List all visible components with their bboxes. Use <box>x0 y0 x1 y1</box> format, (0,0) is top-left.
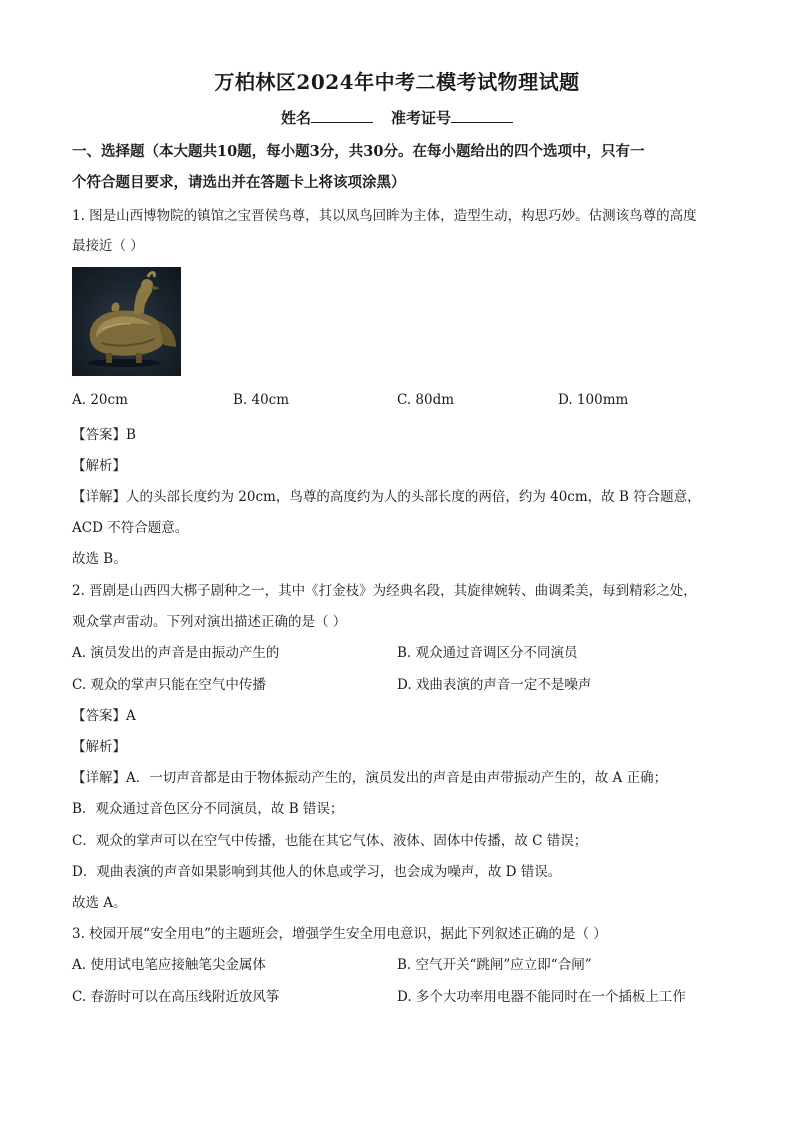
section-heading-line1: 一、选择题（本大题共10题，每小题3分，共30分。在每小题给出的四个选项中，只有一 <box>72 143 645 160</box>
q1-option-d: D. 100mm <box>558 392 629 408</box>
q2-analysis-label: 【解析】 <box>72 739 126 755</box>
q1-detail-line1: 【详解】人的头部长度约为 20cm，鸟尊的高度约为人的头部长度的两倍，约为 40cm，故 B 符合题意， <box>72 489 701 505</box>
q1-answer: 【答案】B <box>72 427 136 443</box>
q2-stem-line2: 观众掌声雷动。下列对演出描述正确的是（ ） <box>72 614 347 630</box>
q2-option-c: C. 观众的掌声只能在空气中传播 <box>72 677 266 693</box>
q1-conclusion: 故选 B。 <box>72 551 127 567</box>
q1-stem-line2: 最接近（ ） <box>72 238 144 254</box>
page-title: 万柏林区2024年中考二模考试物理试题 <box>214 70 580 94</box>
bronze-bird-vessel-photo <box>72 267 181 376</box>
q1-analysis-label: 【解析】 <box>72 458 126 474</box>
q1-option-b: B. 40cm <box>233 392 290 408</box>
q2-answer: 【答案】A <box>72 708 136 724</box>
q1-option-c: C. 80dm <box>397 392 455 408</box>
q1-detail-line2: ACD 不符合题意。 <box>72 520 189 536</box>
q2-detail-line2: B．观众通过音色区分不同演员，故 B 错误； <box>72 801 344 817</box>
q2-detail-line1: 【详解】A．一切声音都是由于物体振动产生的，演员发出的声音是由声带振动产生的，故 A 正确； <box>72 770 668 786</box>
q1-option-a: A. 20cm <box>72 392 128 408</box>
q2-stem-line1: 2. 晋剧是山西四大梆子剧种之一，其中《打金枝》为经典名段，其旋律婉转、曲调柔美，每到精彩之处， <box>72 583 697 599</box>
exam-id-label: 准考证号 <box>391 109 452 127</box>
q3-option-a: A. 使用试电笔应接触笔尖金属体 <box>72 957 266 973</box>
student-info <box>0 107 794 128</box>
q2-conclusion: 故选 A。 <box>72 895 127 911</box>
q2-detail-line4: D．观曲表演的声音如果影响到其他人的休息或学习，也会成为噪声，故 D 错误。 <box>72 864 562 880</box>
q2-option-d: D. 戏曲表演的声音一定不是噪声 <box>397 677 592 693</box>
q2-option-a: A. 演员发出的声音是由振动产生的 <box>72 645 280 661</box>
section-heading-line2: 个符合题目要求，请选出并在答题卡上将该项涂黑） <box>72 174 406 191</box>
q3-option-d: D. 多个大功率用电器不能同时在一个插板上工作 <box>397 989 686 1005</box>
q2-detail-line3: C．观众的掌声可以在空气中传播，也能在其它气体、液体、固体中传播，故 C 错误； <box>72 833 588 849</box>
q3-option-c: C. 春游时可以在高压线附近放风筝 <box>72 989 280 1005</box>
name-label: 姓名 <box>280 109 311 127</box>
q1-stem-line1: 1. 图是山西博物院的镇馆之宝晋侯鸟尊，其以凤鸟回眸为主体，造型生动，构思巧妙。估测该鸟尊的高度 <box>72 208 697 224</box>
q3-stem-line1: 3. 校园开展“安全用电”的主题班会，增强学生安全用电意识，据此下列叙述正确的是（ ） <box>72 926 607 942</box>
name-blank <box>311 108 373 123</box>
q3-option-b: B. 空气开关“跳闸”应立即“合闸” <box>397 957 592 973</box>
q2-option-b: B. 观众通过音调区分不同演员 <box>397 645 578 661</box>
exam-id-blank <box>451 108 513 123</box>
